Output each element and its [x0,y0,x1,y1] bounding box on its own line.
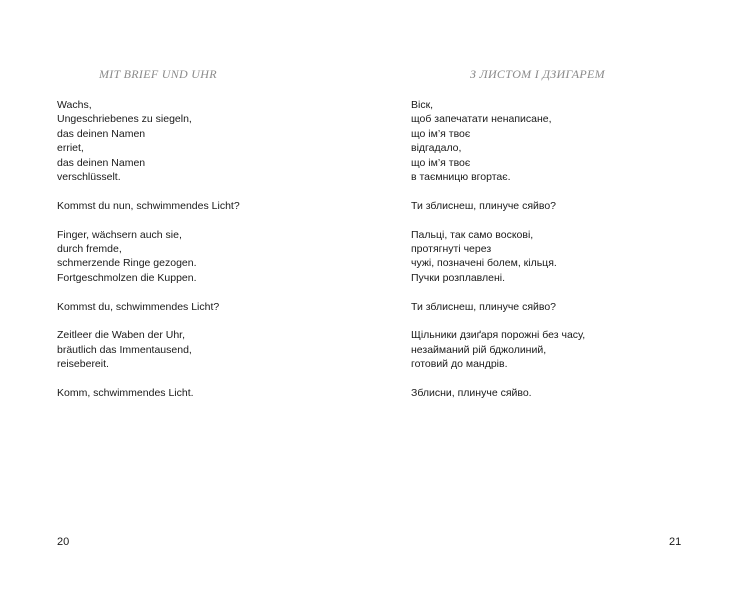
poem-line: Kommst du, schwimmendes Licht? [57,300,220,313]
poem-german [57,98,240,415]
poem-line: що ім’я твоє [411,156,471,169]
poem-line: reisebereit. [57,358,109,371]
poem-line: незайманий рій бджолиний, [411,343,547,356]
poem-line: щоб запечатати ненаписане, [411,113,552,126]
stanza [57,386,240,400]
poem-line: bräutlich das Immentausend, [57,343,192,356]
left-page [0,0,368,595]
stanza [57,199,240,213]
poem-line: Зблисни, плинуче сяйво. [411,387,532,400]
poem-line: протягнуті через [411,243,492,256]
page-number-left: 20 [57,536,70,548]
poem-line: Ти зблиснеш, плинуче сяйво? [411,199,557,212]
poem-line: Ти зблиснеш, плинуче сяйво? [411,300,557,313]
poem-line: Віск, [411,99,434,111]
poem-line: Ungeschriebenes zu siegeln, [57,113,192,126]
stanza [411,228,585,286]
poem-line: Zeitleer die Waben der Uhr, [57,329,186,342]
stanza [57,300,240,314]
poem-title-ukrainian: З ЛИСТОМ І ДЗИГАРЕМ [470,67,605,81]
poem-title-german: MIT BRIEF UND UHR [99,67,217,81]
poem-line: durch fremde, [57,243,122,256]
right-page [368,0,737,595]
poem-line: schmerzende Ringe gezogen. [57,257,197,270]
poem-line: erriet, [57,142,84,155]
poem-line: Пучки розплавлені. [411,271,506,284]
poem-line: Пальці, так само воскові, [411,228,534,241]
stanza [411,386,585,400]
poem-line: чужі, позначені болем, кільця. [411,257,557,270]
poem-line: das deinen Namen [57,127,146,140]
page-number-right: 21 [669,536,682,548]
poem-line: Komm, schwimmendes Licht. [57,387,194,400]
poem-line: Kommst du nun, schwimmendes Licht? [57,199,240,212]
stanza [57,228,240,286]
poem-line: verschlüsselt. [57,171,121,184]
stanza [411,98,585,184]
poem-line: Finger, wächsern auch sie, [57,228,182,241]
poem-line: відгадало, [411,142,462,155]
poem-line: в таємницю вгортає. [411,171,511,184]
poem-line: Fortgeschmolzen die Kuppen. [57,271,197,284]
poem-line: das deinen Namen [57,156,146,169]
stanza [411,328,585,371]
poem-line: Wachs, [57,99,92,111]
poem-line: що ім’я твоє [411,127,471,140]
stanza [411,199,585,213]
poem-ukrainian [411,98,585,415]
poem-line: готовий до мандрів. [411,358,508,371]
stanza [57,98,240,184]
poem-line: Щільники дзиґаря порожні без часу, [411,329,586,342]
stanza [57,328,240,371]
stanza [411,300,585,314]
